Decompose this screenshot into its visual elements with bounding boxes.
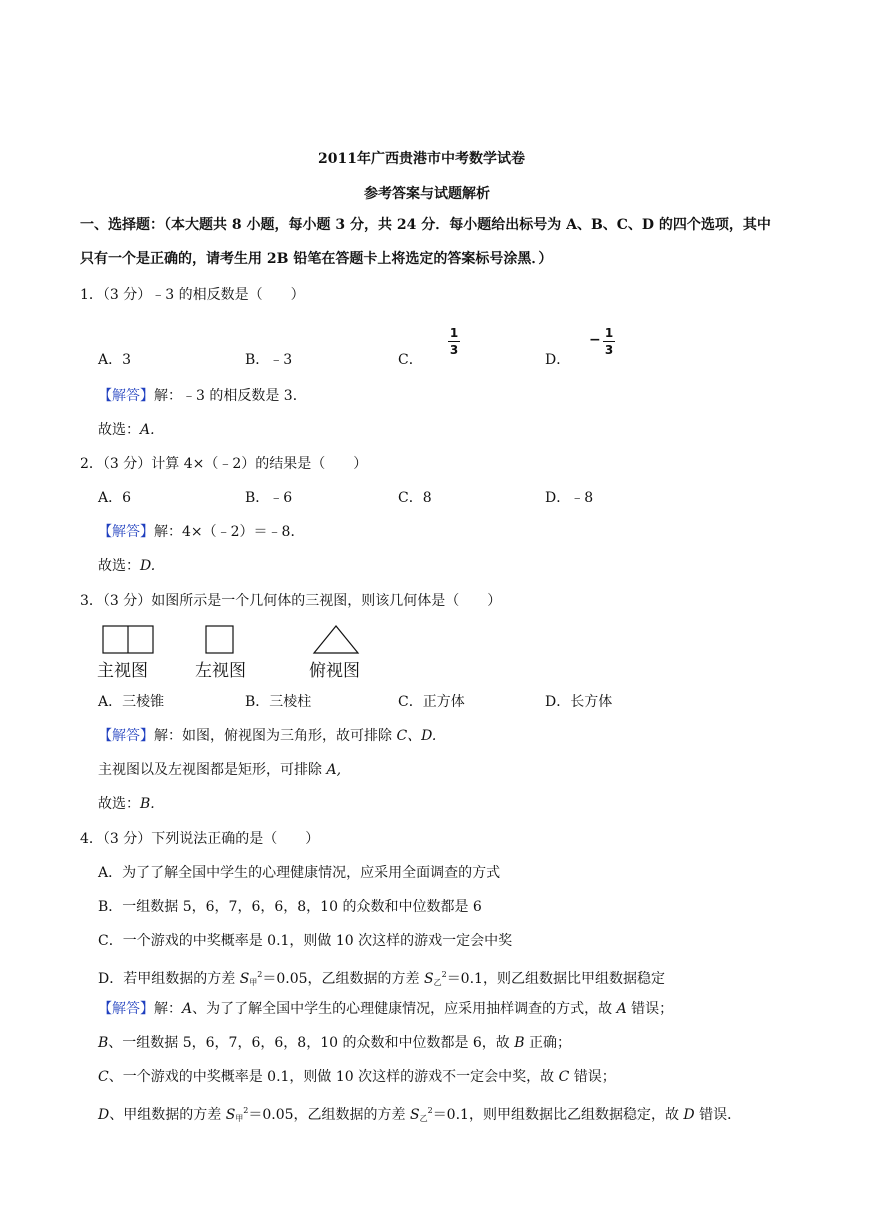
q2-stem: 2．（3 分）计算 4×（﹣2）的结果是（ ） xyxy=(80,456,368,472)
var: D xyxy=(683,1107,695,1123)
q1-solution xyxy=(98,387,307,405)
fraction-denominator: 3 xyxy=(449,343,459,358)
solution-text: 解：4×（﹣2）＝﹣8． xyxy=(154,524,305,540)
side-view-rect xyxy=(206,626,233,653)
q3-option-d: D．长方体 xyxy=(545,694,613,710)
q4-solution-b xyxy=(98,1034,571,1052)
var: B xyxy=(514,1035,525,1051)
subscript: 甲 xyxy=(249,978,258,987)
var: C xyxy=(98,1069,109,1085)
q4-option-c: C．一个游戏的中奖概率是 0.1，则做 10 次这样的游戏一定会中奖 xyxy=(98,933,513,949)
text: D．若甲组数据的方差 xyxy=(98,971,240,987)
q1-option-b: B．﹣3 xyxy=(245,352,293,368)
subscript: 乙 xyxy=(419,1114,428,1123)
text: 解： xyxy=(154,1001,182,1017)
superscript: 2 xyxy=(243,1106,249,1115)
answer-prefix: 故选： xyxy=(98,796,140,812)
solution-tag: 【解答】 xyxy=(98,524,154,540)
subscript: 乙 xyxy=(433,978,442,987)
q1-answer xyxy=(98,421,155,439)
fraction-bar xyxy=(448,341,460,342)
q3-answer xyxy=(98,795,155,813)
solution-var: A, xyxy=(326,762,342,778)
solution-tag: 【解答】 xyxy=(98,388,154,404)
text: ＝0.05，乙组数据的方差 xyxy=(262,971,424,987)
solution-text: 解：如图，俯视图为三角形，故可排除 xyxy=(154,728,397,744)
var: B xyxy=(98,1035,109,1051)
fraction-denominator: 3 xyxy=(604,343,614,358)
section-heading-line2: 只有一个是正确的，请考生用 2B 铅笔在答题卡上将选定的答案标号涂黑．） xyxy=(80,251,553,267)
text: 正确； xyxy=(524,1035,572,1051)
var: A xyxy=(616,1001,627,1017)
variance-symbol: S xyxy=(239,971,250,987)
q1-option-d-minus: − xyxy=(589,332,601,348)
text: 错误； xyxy=(626,1001,674,1017)
q4-solution-d xyxy=(98,1102,741,1128)
q1-option-d-fraction xyxy=(603,326,615,357)
section-heading-line1: 一、选择题：（本大题共 8 小题，每小题 3 分，共 24 分．每小题给出标号为 A、B、C、D 的四个选项，其中 xyxy=(80,217,771,233)
q4-solution-a xyxy=(98,1000,673,1018)
q1-stem: 1．（3 分）﹣3 的相反数是（ ） xyxy=(80,287,305,303)
q2-option-c: C．8 xyxy=(398,490,432,506)
var: C xyxy=(558,1069,570,1085)
superscript: 2 xyxy=(427,1106,433,1115)
q1-option-c: C． xyxy=(398,352,423,368)
q3-label-top-view: 俯视图 xyxy=(309,661,360,681)
var: D xyxy=(98,1107,110,1123)
q4-stem: 4．（3 分）下列说法正确的是（ ） xyxy=(80,831,320,847)
superscript: 2 xyxy=(441,970,447,979)
q2-option-a: A．6 xyxy=(98,490,132,506)
q3-label-front-view: 主视图 xyxy=(97,661,148,681)
q3-option-a: A．三棱锥 xyxy=(98,694,165,710)
text: 错误； xyxy=(569,1069,616,1085)
q3-label-side-view: 左视图 xyxy=(195,661,246,681)
answer-prefix: 故选： xyxy=(98,422,140,438)
q1-option-a: A．3 xyxy=(98,352,132,368)
fraction-numerator: 1 xyxy=(449,326,459,340)
page-subtitle: 参考答案与试题解析 xyxy=(364,186,490,202)
answer-prefix: 故选： xyxy=(98,558,140,574)
q3-stem: 3．（3 分）如图所示是一个几何体的三视图，则该几何体是（ ） xyxy=(80,593,502,609)
q1-option-d: D． xyxy=(545,352,571,368)
text: 、甲组数据的方差 xyxy=(109,1107,226,1123)
text: ＝0.1，则乙组数据比甲组数据稳定 xyxy=(446,971,665,987)
solution-var: C、D. xyxy=(396,728,437,744)
answer-choice: D. xyxy=(140,558,156,574)
text: ＝0.1，则甲组数据比乙组数据稳定，故 xyxy=(432,1107,684,1123)
top-view-triangle xyxy=(314,626,358,653)
q2-option-d: D．﹣8 xyxy=(545,490,594,506)
text: 错误． xyxy=(694,1107,742,1123)
variance-symbol: S xyxy=(225,1107,236,1123)
fraction-numerator: 1 xyxy=(604,326,614,340)
q1-option-c-fraction xyxy=(448,326,460,357)
q4-option-b: B．一组数据 5，6，7，6，6，8，10 的众数和中位数都是 6 xyxy=(98,899,482,915)
solution-tag: 【解答】 xyxy=(98,1001,154,1017)
page-title: 2011年广西贵港市中考数学试卷 xyxy=(318,151,525,167)
variance-symbol: S xyxy=(424,971,434,987)
solution-text: 主视图以及左视图都是矩形，可排除 xyxy=(98,762,327,778)
q4-option-d xyxy=(98,966,665,992)
fraction-bar xyxy=(603,341,615,342)
solution-tag: 【解答】 xyxy=(98,728,154,744)
q3-option-c: C．正方体 xyxy=(398,694,465,710)
text: 、一组数据 5，6，7，6，6，8，10 的众数和中位数都是 6，故 xyxy=(108,1035,515,1051)
q4-solution-c xyxy=(98,1068,616,1086)
superscript: 2 xyxy=(257,970,263,979)
subscript: 甲 xyxy=(235,1114,244,1123)
q2-answer xyxy=(98,557,155,575)
q3-solution-line1 xyxy=(98,727,436,745)
q3-three-views-figure xyxy=(95,618,375,658)
variance-symbol: S xyxy=(410,1107,420,1123)
q3-option-b: B．三棱柱 xyxy=(245,694,312,710)
q2-solution xyxy=(98,523,304,541)
text: 、为了了解全国中学生的心理健康情况，应采用抽样调查的方式，故 xyxy=(192,1001,617,1017)
text: ＝0.05，乙组数据的方差 xyxy=(248,1107,410,1123)
q2-option-b: B．﹣6 xyxy=(245,490,293,506)
q3-solution-line2 xyxy=(98,761,341,779)
var: A xyxy=(182,1001,193,1017)
q4-option-a: A．为了了解全国中学生的心理健康情况，应采用全面调查的方式 xyxy=(98,865,501,881)
answer-choice: B. xyxy=(140,796,155,812)
text: 、一个游戏的中奖概率是 0.1，则做 10 次这样的游戏不一定会中奖，故 xyxy=(108,1069,559,1085)
answer-choice: A. xyxy=(140,422,155,438)
solution-text: 解：﹣3 的相反数是 3． xyxy=(154,388,307,404)
